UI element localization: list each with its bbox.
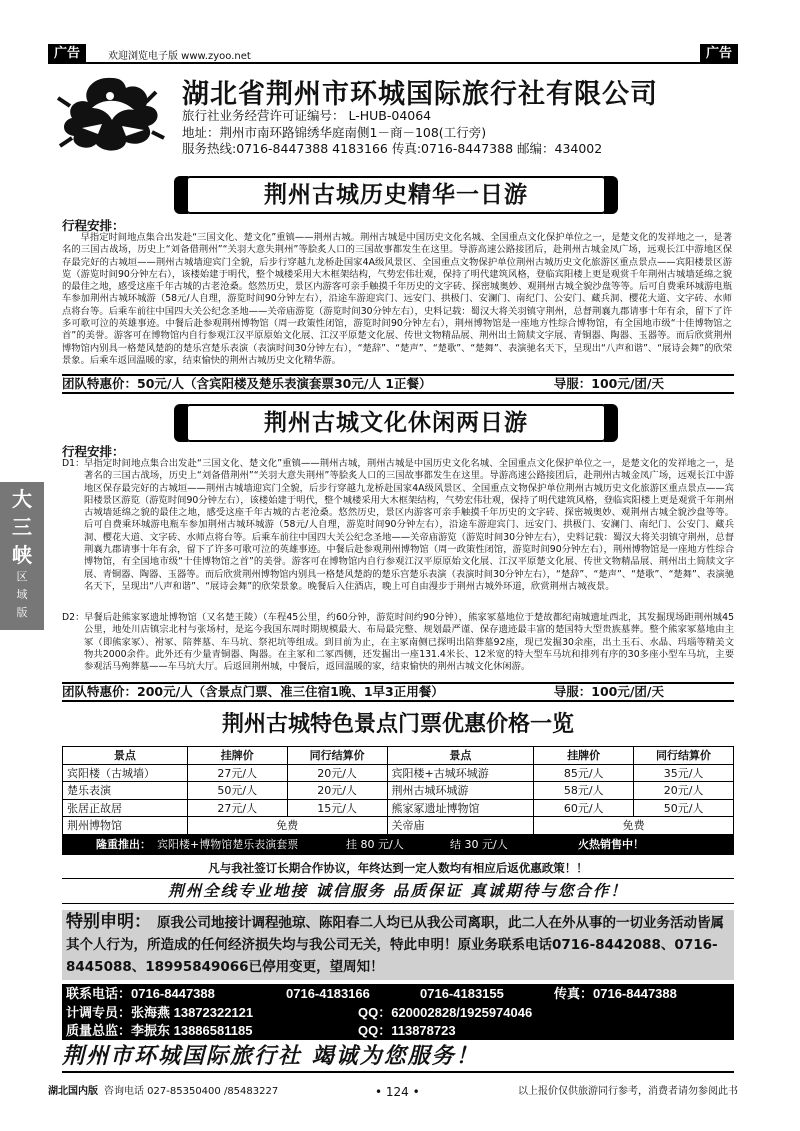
promo-highlight: 隆重推出： xyxy=(96,838,151,851)
table-cell: 宾阳楼（古城墙） xyxy=(63,764,188,782)
tour2-itinerary-label: 行程安排： xyxy=(62,444,125,459)
tour1-itinerary-text: 早指定时间地点集合出发赴“三国文化、楚文化”重镇——荆州古城。荆州古城是中国历史文化名城、全国重点文化保护单位之一，是楚文化的发祥地之一，是著名的三国古战场，历史上“刘备借荆州”“关羽大意失荆州”等脍炙人口的三国故事都发生在这里。导游高速公路接团后，赴荆州古城金凤广场，远观长江中游地区保存最完好的古城垣——荆州古城墙迎宾门全貌，后步行穿越九龙桥赴国家4A级风景区、全国重点文物保护单位荆州古城历史文化旅游区重点景点——宾阳楼景区游览（游览时间90分钟左右），该楼始建于明代，整个城楼采用大木框架结构，气势宏伟壮观，保持了明代建筑风格，登临宾阳楼上更是观赏千年荆州古城墙延绵之貌的最佳之地，感受这座千年古城的古老沧桑。悠然历史，景区内游客可亲手触摸千年历史的文字砖、探密城奥妙、观荆州古城全貌沙盘等等。后可自费乘环城游电瓶车参加荆州古城环城游（58元/人自理，游览时间90分钟左右），沿途车游迎宾门、远安门、拱极门、安澜门、南纪门、公安门、藏兵洞、樱花大道、文字砖、水师点将台等。后乘车前往中国四大关公纪念圣地——关帝庙游览（游览时间30分钟左右），史料记载：蜀汉大将关羽镇守荆州，总督荆襄九郡请事十年有余，留下了许多可歌可泣的英雄事迹。中餐后赴参观荆州博物馆（周一政策性闭馆，游览时间90分钟左右），荆州博物馆是一座地方性综合博物馆，有全国地市级“十佳博物馆之首”的美誉。游客可在博物馆内自行参观江汉平原原始文化展、江汉平原楚文化展、传世文物精品展、荆州出土简牍文字展、青铜器、陶器、玉器等。而后欣赏荆州博物馆内别具一格楚风楚韵的楚乐宫楚乐表演（表演时间30分钟左右），“楚辞”、“楚声”、“楚歌”、“楚舞”、表演驰名天下，呈现出“八声和谐”、“展诗会舞”的欣荣景象。后乘车返回温暖的家，结束愉快的荆州古城历史文化精华游。 xyxy=(62,232,732,366)
tour1-price-bar xyxy=(62,374,734,394)
tour2-guide-fee: 导服：100元/团/天 xyxy=(553,684,664,699)
sidebar-char-3: 峡 xyxy=(12,543,32,567)
contact-fax[interactable]: 传真：0716-8447388 xyxy=(554,986,677,1001)
contact-phone-1[interactable]: 联系电话：0716-8447388 xyxy=(66,986,215,1001)
sidebar-char-1: 大 xyxy=(12,487,32,511)
col-header-settle-price: 同行结算价 xyxy=(287,747,387,765)
col-header-list-price: 挂牌价 xyxy=(187,747,287,765)
table-cell: 免费 xyxy=(187,817,387,835)
tour1-price: 团队特惠价：50元/人（含宾阳楼及楚乐表演套票30元/人 1正餐） xyxy=(62,376,432,391)
service-hotline: 服务热线:0716-8447388 4183166 传真:0716-8447388 邮编：434002 xyxy=(182,141,603,156)
footer-edition: 湖北国内版 xyxy=(48,1086,98,1097)
sidebar-char-6: 版 xyxy=(16,606,28,619)
tour2-day2 xyxy=(62,612,734,673)
tour1-itinerary xyxy=(62,232,732,367)
company-name: 湖北省荆州市环城国际旅行社有限公司 xyxy=(182,79,658,110)
table-cell: 宾阳楼+古城环城游 xyxy=(387,764,534,782)
day1-label: D1： xyxy=(62,458,85,469)
company-address: 地址：荆州市南环路锦绣华庭南侧1－商－108(工行旁) xyxy=(182,124,487,140)
table-cell: 张居正故居 xyxy=(63,799,188,817)
quality-director-contact[interactable]: 质量总监：李振东 13886581185 xyxy=(66,1023,253,1038)
col-header-settle-price: 同行结算价 xyxy=(634,747,734,765)
table-cell: 荆州古城环城游 xyxy=(387,782,534,800)
table-cell: 20元/人 xyxy=(287,764,387,782)
table-cell: 楚乐表演 xyxy=(63,782,188,800)
promo-list-price: 挂 80 元/人 xyxy=(346,838,404,851)
table-cell: 60元/人 xyxy=(534,799,634,817)
table-cell: 27元/人 xyxy=(187,764,287,782)
promo-settle-price: 结 30 元/人 xyxy=(450,838,508,851)
tour1-guide-fee: 导服：100元/团/天 xyxy=(553,376,664,391)
company-logo-icon xyxy=(52,68,172,156)
table-cell: 85元/人 xyxy=(534,764,634,782)
bottom-slogan: 荆州市环城国际旅行社 竭诚为您服务！ xyxy=(62,1041,734,1073)
table-row xyxy=(63,799,734,817)
site-url[interactable]: 欢迎浏览电子版 www.zyoo.net xyxy=(108,51,251,62)
notice-heading: 特别申明： xyxy=(66,912,151,932)
sidebar-char-5: 域 xyxy=(16,588,28,601)
license-number: 旅行社业务经营许可证编号： L-HUB-04064 xyxy=(182,108,432,123)
tour1-itinerary-label: 行程安排： xyxy=(62,218,125,233)
table-cell: 27元/人 xyxy=(187,799,287,817)
tour2-price-bar xyxy=(62,682,734,702)
table-cell: 50元/人 xyxy=(187,782,287,800)
tour2-price: 团队特惠价：200元/人（含景点门票、准三住宿1晚、1早3正用餐） xyxy=(62,684,444,699)
planner-qq[interactable]: QQ：620002828/1925974046 xyxy=(358,1004,533,1020)
table-cell: 关帝庙 xyxy=(387,817,534,835)
special-notice xyxy=(62,910,734,980)
quality-director-qq[interactable]: QQ：113878723 xyxy=(358,1023,456,1038)
tour2-title-banner xyxy=(186,404,606,442)
table-header-row xyxy=(63,747,734,765)
table-row xyxy=(63,764,734,782)
contact-phone-3[interactable]: 0716-4183155 xyxy=(420,986,504,1001)
contact-box xyxy=(62,984,734,1040)
table-cell: 荆州博物馆 xyxy=(63,817,188,835)
table-row xyxy=(63,782,734,800)
contact-line-1 xyxy=(66,985,730,1004)
table-cell: 20元/人 xyxy=(634,782,734,800)
tour1-title-banner xyxy=(186,176,606,214)
col-header-spot: 景点 xyxy=(387,747,534,765)
col-header-spot: 景点 xyxy=(63,747,188,765)
table-cell: 58元/人 xyxy=(534,782,634,800)
footer-hotline: 咨询电话 027-85350400 /85483227 xyxy=(104,1086,279,1097)
sidebar-char-2: 三 xyxy=(12,515,32,539)
ad-tag-right: 广告 xyxy=(700,44,738,64)
table-cell: 熊家冢遗址博物馆 xyxy=(387,799,534,817)
table-row xyxy=(63,817,734,835)
promo-hot: 火热销售中！ xyxy=(578,838,644,851)
ticket-price-table xyxy=(62,746,734,835)
page-footer xyxy=(48,1084,738,1100)
agreement-note: 凡与我社签订长期合作协议，年终达到一定人数均有相应后返优惠政策！！ xyxy=(208,861,588,875)
tour1-title: 荆州古城历史精华一日游 xyxy=(264,181,528,208)
contact-line-3 xyxy=(66,1022,730,1041)
promo-bar xyxy=(62,835,734,855)
table-cell: 50元/人 xyxy=(634,799,734,817)
service-slogan: 荆州全线专业地接 诚信服务 品质保证 真诚期待与您合作！ xyxy=(62,878,734,904)
region-edition-tab[interactable] xyxy=(0,482,44,630)
top-bar xyxy=(48,44,738,64)
footer-disclaimer: 以上报价仅供旅游同行参考，消费者请勿参阅此书 xyxy=(518,1086,738,1097)
day2-text: 早餐后赴熊家冢遗址博物馆（又名楚王陵）（车程45公里，约60分钟，游览时间约90分钟），熊家冢墓地位于楚故都纪南城遗址西北，其发掘现场距荆州城45公里，地处川店镇宗北村与张场村，是迄今我国东周时期规模最大、布局最完整、规划最严谨、保存遗迹最丰富的楚国特大型贵族墓葬。整个熊家冢墓地由主冢（即熊家冢）、袝冢、陪葬墓、车马坑、祭祀坑等组成。到目前为止，在主冢南侧已探明出陪葬墓92座，现已发掘30余座，出土玉石、水晶、玛瑙等精美文物共2000余件。此外还有少量青铜器、陶器。在主冢和二冢西侧，还发掘出一座131.4米长、12米宽的特大型车马坑和排列有序的30多座小型车马坑，主要参观活马殉葬墓——车马坑大厅。后返回荆州城，中餐后，返回温暖的家，结束愉快的荆州古城文化休闲游。 xyxy=(84,612,734,673)
table-cell: 15元/人 xyxy=(287,799,387,817)
notice-text: 原我公司地接计调程弛琼、陈阳春二人均已从我公司离职，此二人在外从事的一切业务活动皆属其个人行为，所造成的任何经济损失均与我公司无关，特此申明！原业务联系电话0716-8442088、0716-8445088、18995849066已停用变更，望周知！ xyxy=(66,915,724,975)
promo-text: 宾阳楼+博物馆楚乐表演套票 xyxy=(157,838,299,851)
planner-contact[interactable]: 计调专员：张海燕 13872322121 xyxy=(66,1004,254,1020)
tour2-title: 荆州古城文化休闲两日游 xyxy=(264,409,528,436)
tour2-day1 xyxy=(62,458,734,593)
table-cell: 35元/人 xyxy=(634,764,734,782)
table-cell: 免费 xyxy=(534,817,734,835)
contact-phone-2[interactable]: 0716-4183166 xyxy=(286,986,370,1001)
ad-tag-left: 广告 xyxy=(48,44,86,64)
page-number: • 124 • xyxy=(375,1085,420,1099)
table-cell: 20元/人 xyxy=(287,782,387,800)
contact-line-2 xyxy=(66,1004,730,1023)
ticket-table-title: 荆州古城特色景点门票优惠价格一览 xyxy=(221,711,574,737)
col-header-list-price: 挂牌价 xyxy=(534,747,634,765)
sidebar-char-4: 区 xyxy=(16,570,28,583)
day2-label: D2： xyxy=(62,612,85,623)
company-info xyxy=(182,108,602,158)
day1-text: 早指定时间地点集合出发赴“三国文化、楚文化”重镇——荆州古城，荆州古城是中国历史文化名城、全国重点文化保护单位之一，是楚文化的发祥地之一，是著名的三国古战场，历史上“刘备借荆州”“关羽大意失荆州”等脍炙人口的三国故事都发生在这里。导游高速公路接团后，赴荆州古城金凤广场，远观长江中游地区保存最完好的古城垣——荆州古城墙迎宾门全貌，后步行穿越九龙桥赴国家4A级风景区、全国重点文物保护单位荆州古城历史文化旅游区重点景点——宾阳楼景区游览（游览时间90分钟左右），该楼始建于明代，整个城楼采用大木框架结构，气势宏伟壮观，保持了明代建筑风格，登临宾阳楼上更是观赏千年荆州古城墙延绵之貌的最佳之地，感受这座千年古城的古老沧桑。悠然历史，景区内游客可亲手触摸千年历史的文字砖、探密城奥妙、观荆州古城全貌沙盘等等。后可自费乘环城游电瓶车参加荆州古城环城游（58元/人自理，游览时间90分钟左右），沿途车游迎宾门、远安门、拱极门、安澜门、南纪门、公安门、藏兵洞、樱花大道、文字砖、水师点将台等。后乘车前往中国四大关公纪念圣地——关帝庙游览（游览时间30分钟左右），史料记载：蜀汉大将关羽镇守荆州，总督荆襄九郡请事十年有余，留下了许多可歌可泣的英雄事迹。中餐后赴参观荆州博物馆（周一政策性闭馆，游览时间90分钟左右），荆州博物馆是一座地方性综合博物馆，有全国地市级“十佳博物馆之首”的美誉。游客可在博物馆内自行参观江汉平原原始文化展、江汉平原楚文化展、传世文物精品展、荆州出土简牍文字展、青铜器、陶器、玉器等。而后欣赏荆州博物馆内别具一格楚风楚韵的楚乐宫楚乐表演（表演时间30分钟左右），“楚辞”、“楚声”、“楚歌”、“楚舞”、表演驰名天下，呈现出“八声和谐”、“展诗会舞”的欣荣景象。晚餐后入住酒店，晚上可自由漫步于荆州古城外环道，欣赏荆州古城夜景。 xyxy=(84,458,735,592)
